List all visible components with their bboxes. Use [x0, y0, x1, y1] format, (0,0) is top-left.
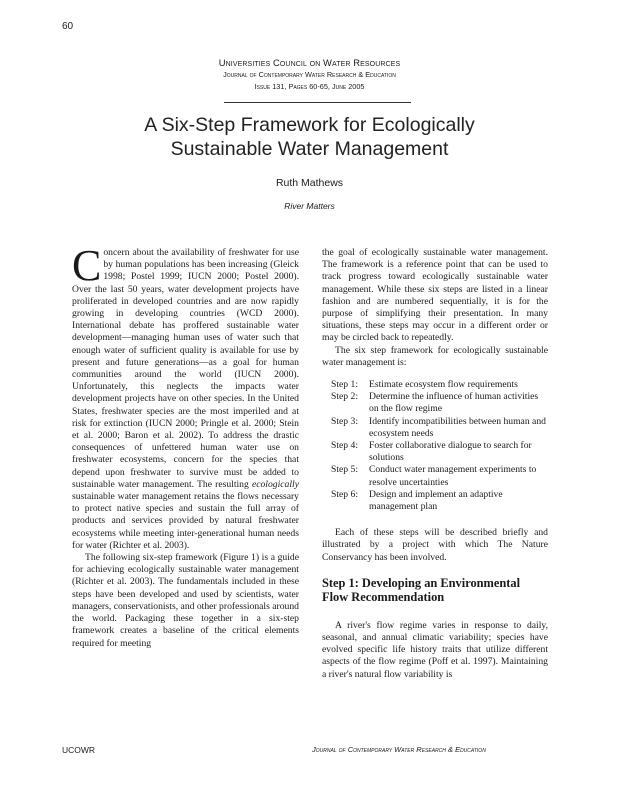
list-item: [322, 440, 548, 464]
header-rule: [224, 102, 411, 103]
list-item: [322, 379, 548, 391]
step-number: Step 2:: [331, 391, 359, 403]
article-title: [0, 113, 619, 161]
step-number: Step 4:: [331, 440, 359, 452]
section-heading: Step 1: Developing an Environmental Flow Recommendation: [322, 575, 521, 604]
org-name: Universities Council on Water Resources: [218, 57, 401, 68]
author-affiliation: River Matters: [284, 201, 335, 211]
step-number: Step 6:: [331, 488, 359, 500]
step-text: Design and implement an adaptive management plan: [369, 488, 503, 513]
page-number: 60: [62, 21, 74, 32]
drop-cap: C: [72, 241, 102, 290]
step-text: Determine the influence of human activities on the flow regime: [369, 391, 539, 415]
step-number: Step 1:: [331, 379, 359, 391]
paragraph-framework: The following six-step framework (Figure 1) is a guide for achieving ecologically sustainable water management (Richter et al. 2003). The fundamentals included in these steps have been developed and used by scientists, water managers, conservationists, and other professionals around the world. Packaging these together in a six-step framework creates a baseline of the critical elements required for meeting: [72, 552, 299, 649]
intro-text-b: sustainable water management retains the flows necessary to protect native species and sustain the full array of products and services provided by natural freshwater ecosystems while meeting inter-generational human needs for water (Richter et al. 2003).: [72, 491, 299, 551]
body-column-right: [322, 247, 548, 681]
title-line-1: A Six-Step Framework for Ecologically: [144, 114, 475, 136]
paragraph-steps-intro: The six step framework for ecologically sustainable water management is:: [322, 344, 548, 368]
author-name: Ruth Mathews: [275, 177, 344, 189]
list-item: [322, 464, 548, 488]
journal-name: Journal of Contemporary Water Research & Education: [223, 70, 396, 79]
body-column-left: [72, 241, 299, 650]
masthead: [0, 57, 619, 93]
step-text: Identify incompatibilities between human and ecosystem needs: [369, 415, 546, 439]
list-item: [322, 391, 548, 415]
intro-italic-word: ecologically: [251, 478, 299, 490]
paragraph-goal: the goal of ecologically sustainable water management. The framework is a reference point that can be used to track progress toward ecologically sustainable water management. While these six steps are listed in a linear fashion and are numbered sequentially, it is for the purpose of simplifying their presentation. In many situations, these steps may occur in a different order or may be circled back to repeatedly.: [322, 247, 548, 344]
footer-journal: Journal of Contemporary Water Research & Education: [312, 745, 486, 754]
step-text: Foster collaborative dialogue to search for solutions: [369, 440, 532, 464]
step-text: Estimate ecosystem flow requirements: [369, 379, 518, 391]
steps-list: [322, 379, 548, 513]
step-number: Step 5:: [331, 464, 359, 476]
title-line-2: Sustainable Water Management: [170, 138, 449, 160]
list-item: [322, 489, 548, 513]
step-number: Step 3:: [331, 415, 359, 427]
intro-text-a: oncern about the availability of freshwater for use by human populations has been increasing (Gleick 1998; Postel 1999; IUCN 2000; Postel 2000). Over the last 50 years, water development projects have proliferated in developed countries and are now rapidly growing in developing countries (WCD 2000). International debate has proffered sustainable water development—managing human uses of water such that enough water of sufficient quality is available for use by present and future generations—as a goal for human communities around the world (IUCN 2000). Unfortunately, this neglects the impacts water development projects have on other species. In the United States, freshwater species are the most imperiled and at risk for extinction (IUCN 2000; Pringle et al. 2000; Stein et al. 2000; Baron et al. 2002). To address the drastic consequences of unfettered human water use on freshwater ecosystems, concern for the species that depend upon freshwater to survive must be added to sustainable water management. The resulting: [72, 247, 299, 490]
paragraph-steps-outro: Each of these steps will be described briefly and illustrated by a project with which The Nature Conservancy has been involved.: [322, 527, 548, 563]
footer-org: UCOWR: [62, 745, 96, 755]
step-text: Conduct water management experiments to resolve uncertainties: [369, 464, 537, 488]
list-item: [322, 416, 548, 440]
paragraph-intro: [72, 241, 299, 552]
issue-line: Issue 131, Pages 60-65, June 2005: [254, 82, 365, 91]
paragraph-flow-regime: A river's flow regime varies in response to daily, seasonal, and annual climatic variability; species have evolved specific life history traits that utilize different aspects of the flow regime (Poff et al. 1997). Maintaining a river's natural flow variability is: [322, 619, 548, 680]
